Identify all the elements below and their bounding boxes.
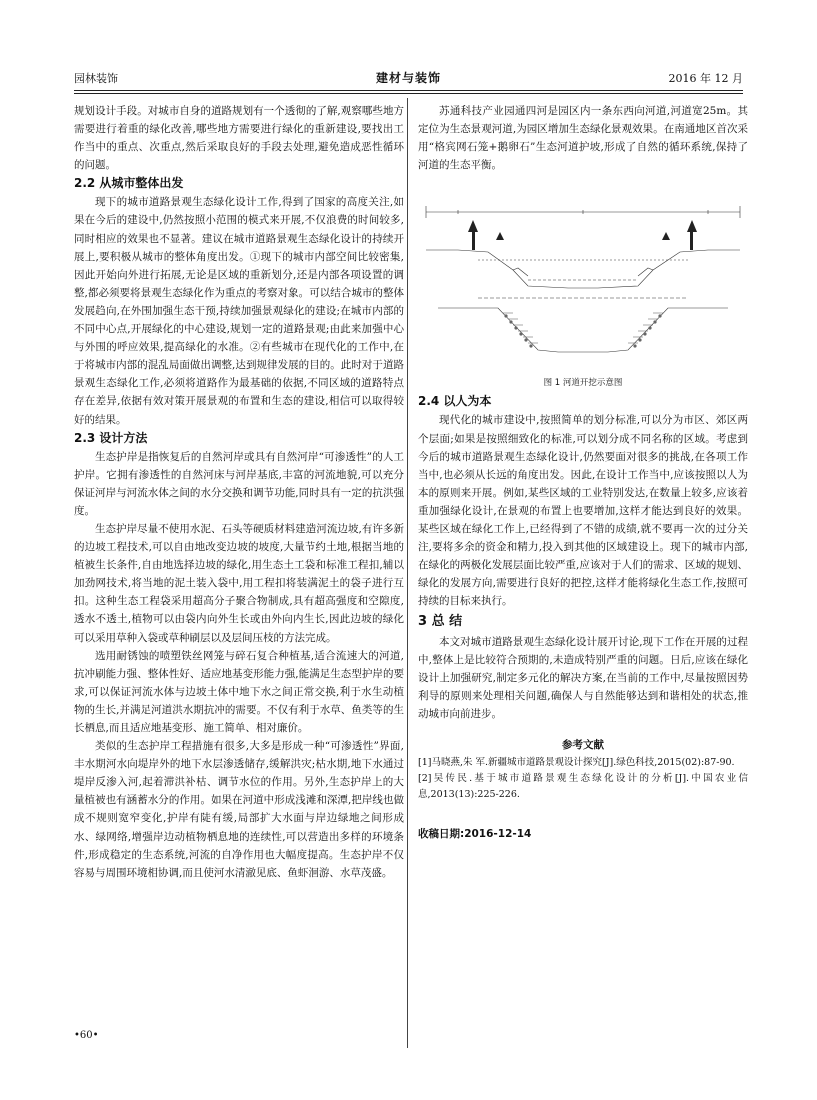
- right-column: [418, 102, 748, 843]
- section-2-3-heading: 2.3 设计方法: [74, 430, 148, 445]
- section-2-3-paragraph-1: 生态护岸是指恢复后的自然河岸或具有自然河岸“可渗透性”的人工护岸。它拥有渗透性的自然河床与河岸基底,丰富的河流地貌,可以充分保证河岸与河流水体之间的水分交换和调节功能,同时具有一定的抗洪强度。: [74, 450, 404, 517]
- section-2-4-heading: 2.4 以人为本: [418, 394, 492, 409]
- section-2-3-paragraph-3: 选用耐锈蚀的喷塑铁丝网笼与碎石复合种植基,适合流速大的河道,抗冲刷能力强、整体性好、适应地基变形能力强,能满足生态型护岸的要求,可以保证河流水体与边坡土体中地下水之间正常交换,利于水生动植物的生长,并满足河道洪水期抗冲的需要。不仅有利于水草、鱼类等的生长栖息,而且适应地基变形、施工简单、相对廉价。: [74, 649, 404, 734]
- left-column: [74, 102, 404, 882]
- issue-date: 2016 年 12 月: [668, 72, 743, 85]
- header-rule-thick: [74, 90, 743, 91]
- intro-paragraph: 规划设计手段。对城市自身的道路规划有一个透彻的了解,观察哪些地方需要进行着重的绿化改善,哪些地方需要进行绿化的重新建设,要找出工作当中的重点、次重点,然后采取良好的手段去处理,避免造成恶性循环的问题。: [74, 105, 404, 172]
- section-2-4-paragraph: 现代化的城市建设中,按照简单的划分标准,可以分为市区、郊区两个层面;如果是按照细致化的标准,可以划分成不同名称的区域。考虑到今后的城市道路景观生态绿化设计,仍然要面对很多的挑战,在各项工作当中,也必须从长远的角度出发。因此,在设计工作当中,应该按照以人为本的原则来开展。例如,某些区域的工业特别发达,在数量上较多,应该着重加强绿化设计,在景观的布置上也要增加,这样才能达到良好的效果。某些区域在绿化工作上,已经得到了不错的成绩,就不要再一次的过分关注,要将多余的资金和精力,投入到其他的区域建设上。现下的城市内部,在绿化的两极化发展层面比较严重,应该对于人们的需求、区域的规划、绿化的发展方向,需要进行良好的把控,这样才能将绿化生态工作,按照可持续的目标来执行。: [418, 414, 748, 608]
- river-excavation-figure: [418, 180, 748, 370]
- received-date: 收稿日期:2016-12-14: [418, 827, 532, 840]
- section-2-3-paragraph-2: 生态护岸尽量不使用水泥、石头等硬质材料建造河流边坡,有许多新的边坡工程技术,可以自由地改变边坡的坡度,大量节约土地,根据当地的植被生长条件,自由地选择边坡的绿化,用生态土工袋和标准工程扣,辅以加劲网技术,将当地的泥土装入袋中,用工程扣将装满泥土的袋子进行互扣。这种生态工程袋采用超高分子聚合物制成,具有超高强度和空隙度,透水不透土,植物可以由袋内向外生长或由外向内生长,因此边坡的绿化可以采用草种入袋或草种刷层以及层间压枝的方法完成。: [74, 522, 404, 644]
- column-divider: [407, 98, 408, 1048]
- section-2-2-paragraph: 现下的城市道路景观生态绿化设计工作,得到了国家的高度关注,如果在今后的建设中,仍然按照小范围的模式来开展,不仅浪费的时间较多,同时相应的效果也不显著。建议在城市道路景观生态绿化设计的持续开展上,要积极从城市的整体角度出发。①现下的城市内部空间比较密集,因此开始向外进行拓展,无论是区域的重新划分,还是内部各项设置的调整,都必须要将景观生态绿化作为重点的考察对象。可以结合城市的整体发展趋向,在外围加强生态干预,持续加强景观绿化的建设;在城市内部的不同中心点,开展绿化的中心建设,规划一定的道路景观;由此来加强中心与外围的呼应效果,提高绿化的水准。②有些城市在现代化的工作中,在于将城市内部的混乱局面做出调整,达到规律发展的目的。此时对于道路景观生态绿化工作,必须将道路作为最基础的依据,不同区域的道路特点存在差异,依据有效对策开展景观的布置和生态的建设,相信可以取得较好的结果。: [74, 196, 404, 426]
- conclusion-paragraph: 本文对城市道路景观生态绿化设计展开讨论,现下工作在开展的过程中,整体上是比较符合预期的,未造成特别严重的问题。日后,应该在绿化设计上加强研究,制定多元化的解决方案,在当前的工作中,尽量按照因势利导的原则来处理相关问题,确保人与自然能够达到和谐相处的状态,推动城市向前进步。: [418, 635, 748, 720]
- section-2-3-paragraph-4: 类似的生态护岸工程措施有很多,大多是形成一种“可渗透性”界面,丰水期河水向堤岸外的地下水层渗透储存,缓解洪灾;枯水期,地下水通过堤岸反渗入河,起着滞洪补枯、调节水位的作用。另外,生态护岸上的大量植被也有涵蓄水分的作用。如果在河道中形成浅滩和深潭,把岸线也做成不规则宽窄变化,护岸有陡有缓,局部扩大水面与岸边绿地之间形成水、绿网络,增强岸边动植物栖息地的连续性,可以营造出多样的环境条件,形成稳定的生态系统,河流的自净作用也大幅度提高。生态护岸不仅容易与周围环境相协调,而且使河水清澈见底、鱼虾洄游、水草茂盛。: [74, 740, 404, 879]
- running-header: [74, 66, 743, 90]
- header-rule-thin: [74, 93, 743, 94]
- page-number: •60•: [74, 1030, 99, 1041]
- references-heading: 参考文献: [562, 738, 604, 751]
- reference-1: [1]马晓燕,朱 军.新疆城市道路景观设计探究[J].绿色科技,2015(02):87-90.: [418, 756, 735, 768]
- section-3-heading: 3 总 结: [418, 613, 463, 629]
- section-2-2-heading: 2.2 从城市整体出发: [74, 176, 184, 191]
- reference-2: [2]吴传民.基于城市道路景观生态绿化设计的分析[J].中国农业信息,2013(13):225-226.: [418, 772, 748, 800]
- journal-section: 园林装饰: [74, 72, 118, 85]
- case-study-paragraph: 苏通科技产业园通四河是园区内一条东西向河道,河道宽25m。其定位为生态景观河道,为园区增加生态绿化景观效果。在南通地区首次采用“格宾网石笼+鹅卵石”生态河道护坡,形成了自然的循环系统,保持了河道的生态平衡。: [418, 105, 748, 172]
- figure-caption: 图 1 河道开挖示意图: [543, 378, 623, 389]
- journal-logo: 建材与装饰: [375, 71, 441, 85]
